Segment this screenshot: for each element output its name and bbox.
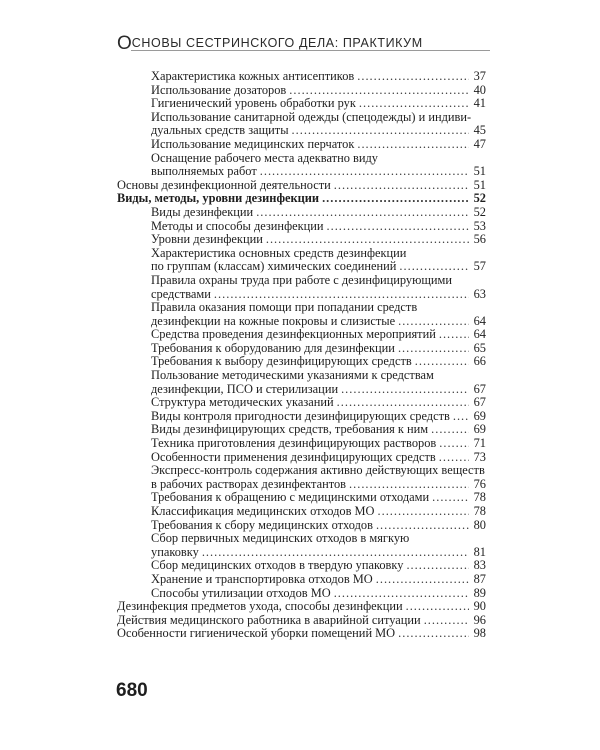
dot-leader <box>334 587 469 601</box>
toc-entry-line <box>117 179 486 193</box>
toc-entry <box>117 573 486 587</box>
toc-entry <box>117 355 486 369</box>
toc-entry-line <box>151 396 486 410</box>
toc-entry-page: 90 <box>473 599 486 614</box>
header-title-text: СНОВЫ СЕСТРИНСКОГО ДЕЛА: ПРАКТИКУМ <box>131 36 423 50</box>
toc-entry <box>117 70 486 84</box>
toc-entry-line <box>151 206 486 220</box>
header-rule <box>131 50 490 51</box>
toc-entry-title: Уровни дезинфекции <box>151 232 263 247</box>
toc-entry-page: 81 <box>473 544 486 559</box>
toc-entry-line <box>151 587 486 601</box>
toc-entry-line <box>151 152 486 166</box>
toc-entry-page: 65 <box>473 340 486 355</box>
toc-entry-line <box>151 70 486 84</box>
toc-entry-title: Характеристика основных средств дезинфекции <box>151 245 407 260</box>
toc-entry-page: 78 <box>473 490 486 505</box>
dot-leader <box>439 451 469 465</box>
dot-leader <box>266 233 469 247</box>
dot-leader <box>337 396 469 410</box>
toc-entry-line <box>151 369 486 383</box>
toc-entry-title: Действия медицинского работника в аварийной ситуации <box>117 612 421 627</box>
header-initial-letter: О <box>117 33 132 54</box>
dot-leader <box>334 179 469 193</box>
toc-entry-page: 96 <box>473 612 486 627</box>
toc-entry-line <box>151 260 486 274</box>
dot-leader <box>256 206 469 220</box>
toc-entry-page: 67 <box>473 395 486 410</box>
toc-entry-line <box>151 288 486 302</box>
toc-entry-page: 89 <box>473 585 486 600</box>
toc-entry <box>117 206 486 220</box>
toc-entry-line <box>151 97 486 111</box>
toc-entry-page: 76 <box>473 476 486 491</box>
toc-entry <box>117 328 486 342</box>
toc-entry <box>117 627 486 641</box>
toc-entry-line <box>117 600 486 614</box>
toc-entry-line <box>151 138 486 152</box>
toc-entry-line <box>151 247 486 261</box>
toc-entry-line <box>151 233 486 247</box>
dot-leader <box>349 478 469 492</box>
dot-leader <box>378 505 470 519</box>
toc-entry <box>117 342 486 356</box>
toc-entry-page: 40 <box>473 82 486 97</box>
toc-entry-title: средствами <box>151 286 211 301</box>
toc-entry-line <box>151 546 486 560</box>
toc-entry-title: Особенности гигиенической уборки помещений МО <box>117 626 396 641</box>
dot-leader <box>432 491 469 505</box>
toc-entry-title: Требования к обращению с медицинскими отходами <box>151 490 430 505</box>
toc-entry-title: Требования к выбору дезинфицирующих средств <box>151 354 412 369</box>
toc-entry <box>117 247 486 274</box>
toc-entry <box>117 519 486 533</box>
toc-entry-line <box>151 342 486 356</box>
toc-entry-line <box>117 192 486 206</box>
toc-entry-title: упаковку <box>151 544 199 559</box>
toc-entry-title: Виды дезинфекции <box>151 204 254 219</box>
toc-entry <box>117 233 486 247</box>
toc-entry-title: дезинфекции на кожные покровы и слизистые <box>151 313 396 328</box>
toc-entry <box>117 437 486 451</box>
toc-entry-line <box>151 328 486 342</box>
toc-entry-title: Методы и способы дезинфекции <box>151 218 324 233</box>
dot-leader <box>439 328 469 342</box>
toc-entry-page: 64 <box>473 327 486 342</box>
toc-entry-title: по группам (классам) химических соединений <box>151 259 397 274</box>
toc-entry-line <box>151 437 486 451</box>
toc-entry <box>117 559 486 573</box>
toc-entry-page: 83 <box>473 558 486 573</box>
toc-entry-line <box>151 423 486 437</box>
toc-entry-title: Пользование методическими указаниями к средствам <box>151 368 434 383</box>
toc-entry-title: дуальных средств защиты <box>151 123 289 138</box>
dot-leader <box>289 84 469 98</box>
toc-entry-page: 41 <box>473 96 486 111</box>
toc-entry <box>117 97 486 111</box>
toc-entry <box>117 220 486 234</box>
dot-leader <box>399 260 469 274</box>
dot-leader <box>202 546 469 560</box>
toc-entry-title: Требования к оборудованию для дезинфекции <box>151 340 395 355</box>
dot-leader <box>376 573 469 587</box>
toc-entry <box>117 532 486 559</box>
toc-entry <box>117 84 486 98</box>
toc-entry-title: Виды контроля пригодности дезинфицирующих средств <box>151 408 450 423</box>
toc-entry <box>117 451 486 465</box>
toc-entry-page: 51 <box>473 177 486 192</box>
toc-entry-line <box>151 478 486 492</box>
toc-entry-line <box>151 165 486 179</box>
toc-entry-line <box>151 464 486 478</box>
toc-entry-title: Правила оказания помощи при попадании средств <box>151 300 418 315</box>
toc-entry-line <box>151 301 486 315</box>
toc-entry <box>117 274 486 301</box>
dot-leader <box>398 342 469 356</box>
dot-leader <box>439 437 469 451</box>
dot-leader <box>292 124 469 138</box>
toc-entry <box>117 396 486 410</box>
toc-entry-page: 47 <box>473 136 486 151</box>
page-number: 680 <box>116 680 148 701</box>
toc-entry <box>117 369 486 396</box>
dot-leader <box>406 559 469 573</box>
toc-entry-page: 37 <box>473 69 486 83</box>
toc-entry-page: 67 <box>473 381 486 396</box>
toc-entry-page: 66 <box>473 354 486 369</box>
toc-entry-title: Использование дозаторов <box>151 82 287 97</box>
toc-entry-title: Использование медицинских перчаток <box>151 136 355 151</box>
toc-entry <box>117 587 486 601</box>
toc-entry-title: Структура методических указаний <box>151 395 334 410</box>
dot-leader <box>341 383 469 397</box>
toc-entry <box>117 138 486 152</box>
toc-entry <box>117 505 486 519</box>
toc-entry-title: Оснащение рабочего места адекватно виду <box>151 150 378 165</box>
toc-entry-page: 80 <box>473 517 486 532</box>
toc-entry <box>117 614 486 628</box>
toc-entry-line <box>151 451 486 465</box>
toc-entry-line <box>151 559 486 573</box>
toc-entry-page: 52 <box>473 204 486 219</box>
toc-entry-title: Основы дезинфекционной деятельности <box>117 177 331 192</box>
toc-entry <box>117 152 486 179</box>
toc-entry-line <box>151 383 486 397</box>
toc-entry-title: Виды дезинфицирующих средств, требования к ним <box>151 422 429 437</box>
toc-entry <box>117 410 486 424</box>
toc-entry <box>117 111 486 138</box>
dot-leader <box>431 423 469 437</box>
toc-entry-page: 63 <box>473 286 486 301</box>
toc-entry-line <box>117 627 486 641</box>
dot-leader <box>376 519 469 533</box>
running-header <box>117 20 490 52</box>
dot-leader <box>357 138 469 152</box>
toc-entry-title: Особенности применения дезинфицирующих средств <box>151 449 436 464</box>
toc-entry-page: 73 <box>473 449 486 464</box>
toc-entry-title: Хранение и транспортировка отходов МО <box>151 571 373 586</box>
toc-entry <box>117 179 486 193</box>
toc-entry-title: Классификация медицинских отходов МО <box>151 504 375 518</box>
toc-entry-page: 56 <box>473 232 486 247</box>
toc-entry-page: 53 <box>473 218 486 233</box>
toc-entry-title: Средства проведения дезинфекционных мероприятий <box>151 327 436 342</box>
dot-leader <box>357 70 469 84</box>
toc-entry-title: Правила охраны труда при работе с дезинфицирующими <box>151 272 453 287</box>
dot-leader <box>398 315 469 329</box>
dot-leader <box>214 288 469 302</box>
toc-entry-line <box>151 519 486 533</box>
toc-entry <box>117 491 486 505</box>
dot-leader <box>327 220 469 234</box>
toc-entry-page: 69 <box>473 408 486 423</box>
toc-entry-page: 98 <box>473 626 486 641</box>
dot-leader <box>398 627 469 641</box>
dot-leader <box>359 97 469 111</box>
toc-entry-title: Техника приготовления дезинфицирующих растворов <box>151 436 437 451</box>
dot-leader <box>322 192 469 206</box>
toc-entry <box>117 423 486 437</box>
toc-entry-line <box>151 220 486 234</box>
toc-entry <box>117 464 486 491</box>
toc-entry <box>117 600 486 614</box>
dot-leader <box>406 600 469 614</box>
dot-leader <box>260 165 469 179</box>
toc-entry-title: Характеристика кожных антисептиков <box>151 69 355 83</box>
toc-entry-line <box>117 614 486 628</box>
toc-entry-page: 51 <box>473 164 486 179</box>
toc-entry-title: Экспресс-контроль содержания активно действующих веществ <box>151 463 485 478</box>
toc-entry-line <box>151 111 486 125</box>
toc-entry-page: 71 <box>473 436 486 451</box>
toc-entry-title: Использование санитарной одежды (спецодежды) и индиви- <box>151 109 472 124</box>
toc-entry-title: Дезинфекция предметов ухода, способы дезинфекции <box>117 599 403 614</box>
toc-entry-page: 52 <box>473 191 486 206</box>
toc-entry-title: Способы утилизации отходов МО <box>151 585 331 600</box>
dot-leader <box>453 410 469 424</box>
toc-entry-page: 57 <box>473 259 486 274</box>
toc-entry-page: 69 <box>473 422 486 437</box>
toc-entry-line <box>151 84 486 98</box>
toc-entry-line <box>151 124 486 138</box>
toc-entry-line <box>151 532 486 546</box>
toc-entry-title: Сбор первичных медицинских отходов в мягкую <box>151 531 410 546</box>
toc-entry-line <box>151 355 486 369</box>
toc-entry-title: выполняемых работ <box>151 164 257 179</box>
toc-entry-title: Гигиенический уровень обработки рук <box>151 96 356 111</box>
toc-entry <box>117 301 486 328</box>
toc-entry-line <box>151 315 486 329</box>
toc-entry-page: 87 <box>473 571 486 586</box>
toc-entry-page: 78 <box>473 504 486 518</box>
toc-entry-line <box>151 410 486 424</box>
toc-entry-line <box>151 274 486 288</box>
dot-leader <box>424 614 469 628</box>
toc-entry <box>117 192 486 206</box>
table-of-contents <box>117 70 486 641</box>
toc-entry-title: Сбор медицинских отходов в твердую упаковку <box>151 558 404 573</box>
toc-entry-line <box>151 491 486 505</box>
dot-leader <box>415 355 469 369</box>
toc-entry-line <box>151 505 486 519</box>
toc-entry-page: 64 <box>473 313 486 328</box>
toc-entry-title: Виды, методы, уровни дезинфекции <box>117 191 320 206</box>
toc-entry-title: Требования к сбору медицинских отходов <box>151 517 373 532</box>
toc-entry-line <box>151 573 486 587</box>
toc-entry-title: в рабочих растворах дезинфектантов <box>151 476 347 491</box>
toc-entry-page: 45 <box>473 123 486 138</box>
toc-entry-title: дезинфекции, ПСО и стерилизации <box>151 381 339 396</box>
running-header-title <box>117 33 423 55</box>
